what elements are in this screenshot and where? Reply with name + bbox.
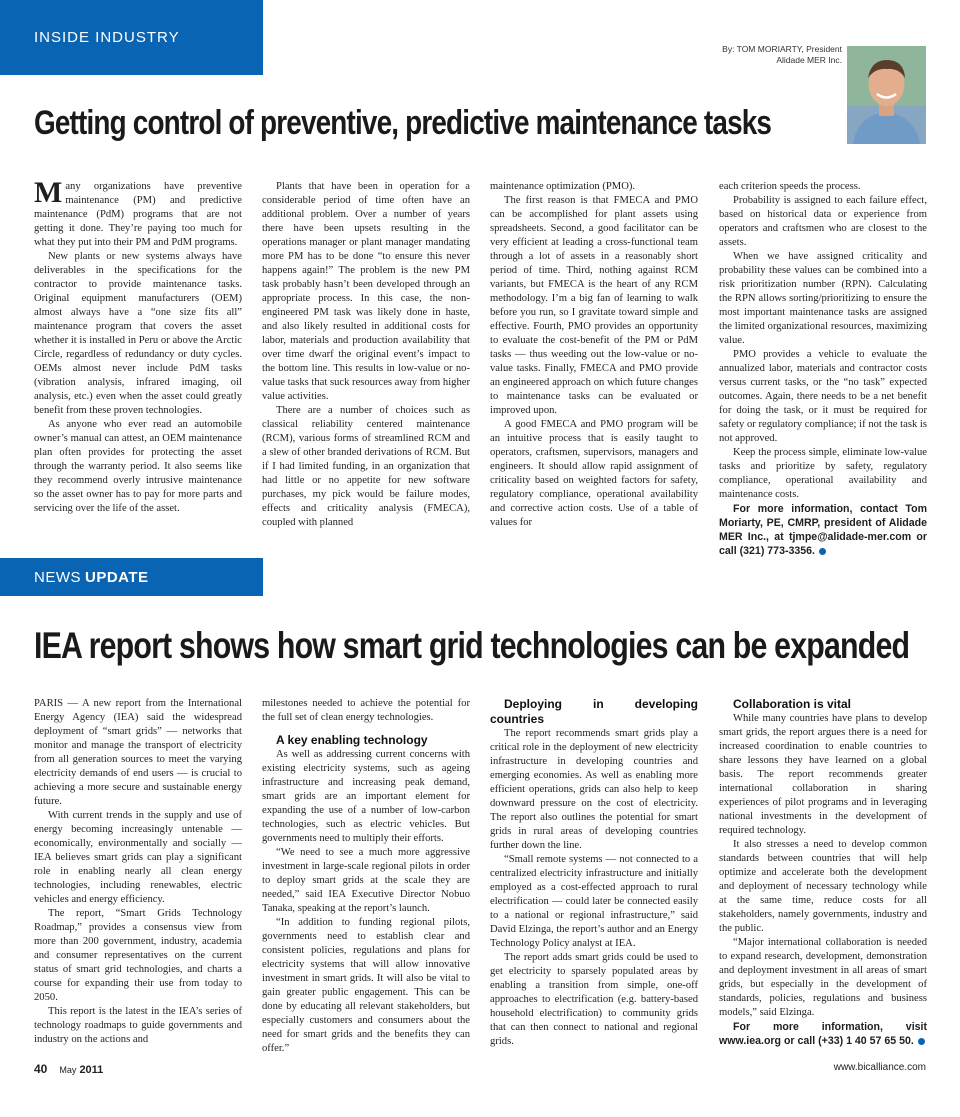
paragraph: The first reason is that FMECA and PMO can be accomplished for plant assets using spreadsheets. Second, a good facilitator can be very efficient at leading a cross-functional team through a lot of assets in a reasonably short period of time. Third, nothing against RCM variants, but FMECA is the heart of any RCM methodology. I’m a big fan of learning to walk before you run, so I gravitate toward simple and effective. Fourth, PMO provides an opportunity to evaluate the cost-benefit of the PM or PdM tasks — thus weeding out the low-value or no-value tasks. Finally, FMECA and PMO provide an engineered approach on which future changes to maintenance tasks can be evaluated or improved upon. (490, 195, 698, 416)
byline-author: By: TOM MORIARTY, President (722, 44, 842, 54)
end-bullet-icon (819, 548, 826, 555)
article2-column-3 (490, 697, 698, 1052)
headline-smart-grid: IEA report shows how smart grid technologies can be expanded (34, 625, 910, 666)
byline (592, 44, 842, 66)
paragraph: milestones needed to achieve the potential for the full set of clean energy technologies. (262, 698, 470, 723)
footer-website: www.bicalliance.com (833, 1062, 926, 1073)
article1-column-2 (262, 180, 470, 550)
paragraph: maintenance optimization (PMO). (490, 181, 636, 192)
section-label: INSIDE INDUSTRY (34, 29, 180, 46)
page-number: 40 (34, 1062, 48, 1076)
subhead-developing-countries: Deploying in developing countries (490, 697, 698, 726)
paragraph: As anyone who ever read an automobile owner’s manual can attest, an OEM maintenance plan often provides for protecting the asset through the warranty period. It also seems like they recommend overly intrusive maintenance so the asset owner has to pay for more parts and servicing over the life of the asset. (34, 419, 242, 514)
section-tab-news-update (0, 558, 263, 596)
paragraph: This report is the latest in the IEA’s series of technology roadmaps to guide governments and industry on the actions and (34, 1006, 242, 1045)
section-label-update: UPDATE (85, 568, 149, 586)
end-bullet-icon (918, 1038, 925, 1045)
issue-month: May (59, 1065, 77, 1075)
paragraph: With current trends in the supply and use of energy becoming increasingly untenable — economically, environmentally and socially — IEA believes smart grids can play a significant role in enabling nearly all clean energy technologies, including renewables, electric vehicles and energy efficiency. (34, 810, 242, 905)
subhead-key-enabling: A key enabling technology (276, 733, 428, 747)
contact-info: For more information, contact Tom Moriarty, PE, CMRP, president of Alidade MER Inc., at tjmpe@alidade-mer.com or call (321) 773-3356. (719, 503, 927, 557)
paragraph: Probability is assigned to each failure effect, based on historical data or experience from operators and craftsmen who are closest to the assets. (719, 195, 927, 248)
paragraph: Many organizations have preventive maintenance (PM) and predictive maintenance (PdM) programs that are not getting it done. They’re paying too much for what they put into their PM and PdM programs. (34, 176, 242, 248)
paragraph: While many countries have plans to develop smart grids, the report argues there is a need for increased coordination to enable countries to share lessons they have learned on a global basis. The report recommends greater international collaboration in sharing experiences of pilot programs and in leveraging national investments in the development of required technology. (719, 713, 927, 836)
paragraph: The report, “Smart Grids Technology Roadmap,” provides a consensus view from more than 200 government, industry, academia and consumer representatives on the current status of smart grid technologies, and charts a course for expanding their use from today to 2050. (34, 908, 242, 1003)
paragraph: each criterion speeds the process. (719, 181, 861, 192)
article2-column-1 (34, 697, 242, 1052)
issue-year: 2011 (79, 1064, 104, 1076)
footer-page-info (34, 1062, 103, 1076)
article1-column-1 (34, 176, 242, 550)
paragraph: “In addition to funding regional pilots, governments need to establish clear and consistent policies, regulations and plans for electricity systems that will allow innovative investment in smart grids. It will also be vital to gain greater public engagement. This can be done by educating all relevant stakeholders, but especially customers and consumers about the need for smart grids and the benefits they can offer.” (262, 917, 470, 1054)
section-label-news: NEWS (34, 568, 81, 586)
paragraph: As well as addressing current concerns with existing electricity systems, such as ageing infrastructure and increasing peak demand, smart grids are an important element for expanding the use of a number of low-carbon technologies, such as electric vehicles. But governments need to multiply their efforts. (262, 749, 470, 844)
paragraph: When we have assigned criticality and probability these values can be combined into a risk prioritization number (RPN). Calculating the RPN allows sorting/prioritizing to ensure the most important maintenance tasks are assigned the limited organizational resources, maximizing value. (719, 251, 927, 346)
byline-company: Alidade MER Inc. (776, 55, 842, 65)
paragraph: Plants that have been in operation for a considerable period of time often have an additional problem. Over a number of years there have been upsets resulting in the operations manager or plant manager mandating more PM has to be done “to ensure this never happens again!” The problem is the new PM task probably hasn’t been developed through an appropriate process. In this case, the non-engineered PM task was likely done in haste, and also likely resulted in additional costs for labor, materials and production availability that over time dwarf the original event’s impact to the bottom line. This results in low-value or no-value tasks that suck resources away from higher value activities. (262, 181, 470, 402)
contact-info: For more information, visit www.iea.org or call (+33) 1 40 57 65 50. (719, 1021, 927, 1047)
paragraph: There are a number of choices such as classical reliability centered maintenance (RCM), various forms of streamlined RCM and a slew of other branded derivations of RCM. But if I had limited funding, in an organization that had little or no appetite for new software purchases, my pick would be failure modes, effects and criticality analysis (FMECA), coupled with planned (262, 405, 470, 528)
paragraph: The report recommends smart grids play a critical role in the deployment of new electricity infrastructure in developing countries and emerging economies. As well as enabling more efficient operations, grids can also help to keep downward pressure on the cost of electricity. The report also outlines the potential for smart grids in rural areas of developing countries further down the line. (490, 728, 698, 851)
headline-maintenance: Getting control of preventive, predictive maintenance tasks (34, 104, 772, 142)
paragraph: A good FMECA and PMO program will be an intuitive process that is easily taught to operators, craftsmen, supervisors, managers and engineers. It should allow rapid assignment of criticality based on weighted factors for safety, regulatory compliance, operational availability and corrective action costs. Use of a table of values for (490, 419, 698, 528)
section-tab-inside-industry (0, 0, 263, 75)
paragraph: “Major international collaboration is needed to expand research, development, demonstration and deployment investment in all areas of smart grids, but especially in the development of standards, policies, regulations and business models,” said Elzinga. (719, 937, 927, 1018)
author-portrait-icon (847, 46, 926, 144)
paragraph: The report adds smart grids could be used to get electricity to sparsely populated areas by enabling a transition from simple, one-off approaches to electrification (e.g. battery-based household electrification) to community grids that can then connect to national and regional grids. (490, 952, 698, 1047)
paragraph: “Small remote systems — not connected to a centralized electricity infrastructure and initially employed as a cost-effected approach to rural electrification — could later be connected easily to a national or regional infrastructure,” said David Elzinga, the report’s author and an Energy Technology Policy analyst at IEA. (490, 854, 698, 949)
drop-cap: M (34, 176, 63, 209)
paragraph: PMO provides a vehicle to evaluate the annualized labor, materials and contractor costs versus current tasks, or the “no task” expected outcomes. Again, there needs to be a net benefit for doing the task, or it must be required for safety or regulatory compliance; if not the task is not approved. (719, 349, 927, 444)
paragraph: Keep the process simple, eliminate low-value tasks and prioritize by safety, regulatory compliance, operational availability and maintenance costs. (719, 447, 927, 500)
paragraph: “We need to see a much more aggressive investment in large-scale regional pilots in order to deploy smart grids at the scale they are needed,” said IEA Executive Director Nobuo Tanaka, speaking at the report’s launch. (262, 847, 470, 914)
paragraph: New plants or new systems always have deliverables in the specifications for the contractor to provide maintenance tasks. Original equipment manufacturers (OEM) almost always have a “one size fits all” maintenance program that covers the asset whether it is installed in Peru or above the Arctic Circle, regardless of redundancy or duty cycles. OEMs almost never include PdM tasks (vibration analysis, infrared imaging, oil analysis, etc.) even when the asset could greatly benefit from these proven technologies. (34, 251, 242, 416)
article1-column-4 (719, 180, 927, 557)
subhead-collaboration: Collaboration is vital (733, 697, 852, 711)
paragraph: It also stresses a need to develop common standards between countries that will help optimize and accelerate both the development and deployment of necessary technology while at the same time, reduce costs for all stakeholders, namely governments, industry and the public. (719, 839, 927, 934)
author-photo (847, 46, 926, 144)
article1-column-3 (490, 180, 698, 550)
article2-column-2 (262, 697, 470, 1052)
paragraph: PARIS — A new report from the International Energy Agency (IEA) said the widespread deployment of “smart grids” — networks that monitor and manage the transport of electricity from all generation sources to meet the varying electricity demands of end users — is crucial to achieving a more secure and sustainable energy future. (34, 698, 242, 807)
article2-column-4 (719, 697, 927, 1052)
